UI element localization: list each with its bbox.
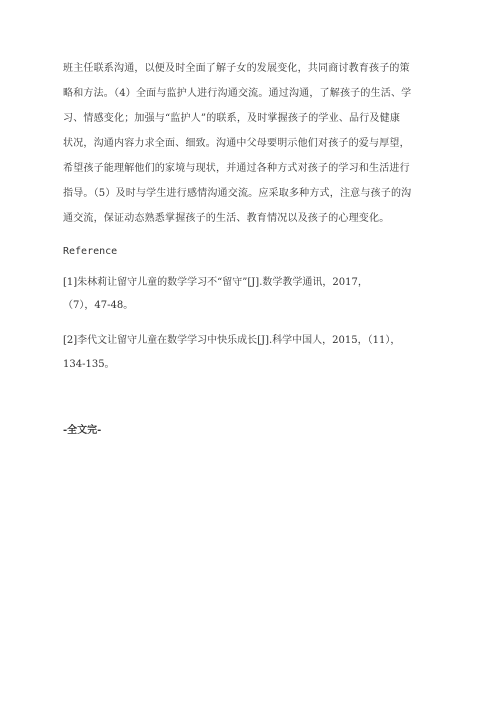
references-heading: Reference (63, 246, 118, 257)
reference-1-line-1: [1]朱林莉让留守儿童的数学学习不“留守”[J].数学教学通讯，2017， (63, 277, 368, 288)
reference-2-line-1: [2]李代文让留守儿童在数学学习中快乐成长[J].科学中国人，2015，（11）， (63, 335, 401, 346)
body-line-5: 希望孩子能理解他们的家境与现状，并通过各种方式对孩子的学习和生活进行 (63, 163, 410, 174)
end-of-document-mark: -全文完- (63, 425, 102, 436)
body-line-2: 略和方法。（4）全面与监护人进行沟通交流。通过沟通，了解孩子的生活、学 (63, 88, 412, 99)
body-line-6: 指导。（5）及时与学生进行感情沟通交流。应采取多种方式，注意与孩子的沟 (63, 188, 412, 199)
body-line-3: 习、情感变化；加强与“监护人”的联系，及时掌握孩子的学业、品行及健康 (63, 113, 401, 124)
body-line-7: 通交流，保证动态熟悉掌握孩子的生活、教育情况以及孩子的心理变化。 (63, 213, 390, 224)
body-line-1: 班主任联系沟通，以便及时全面了解子女的发展变化，共同商讨教育孩子的策 (63, 63, 410, 74)
body-line-4: 状况，沟通内容力求全面、细致。沟通中父母要明示他们对孩子的爱与厚望， (63, 138, 410, 149)
reference-1-line-2: （7），47-48。 (63, 300, 134, 311)
reference-2-line-2: 134-135。 (63, 359, 115, 370)
